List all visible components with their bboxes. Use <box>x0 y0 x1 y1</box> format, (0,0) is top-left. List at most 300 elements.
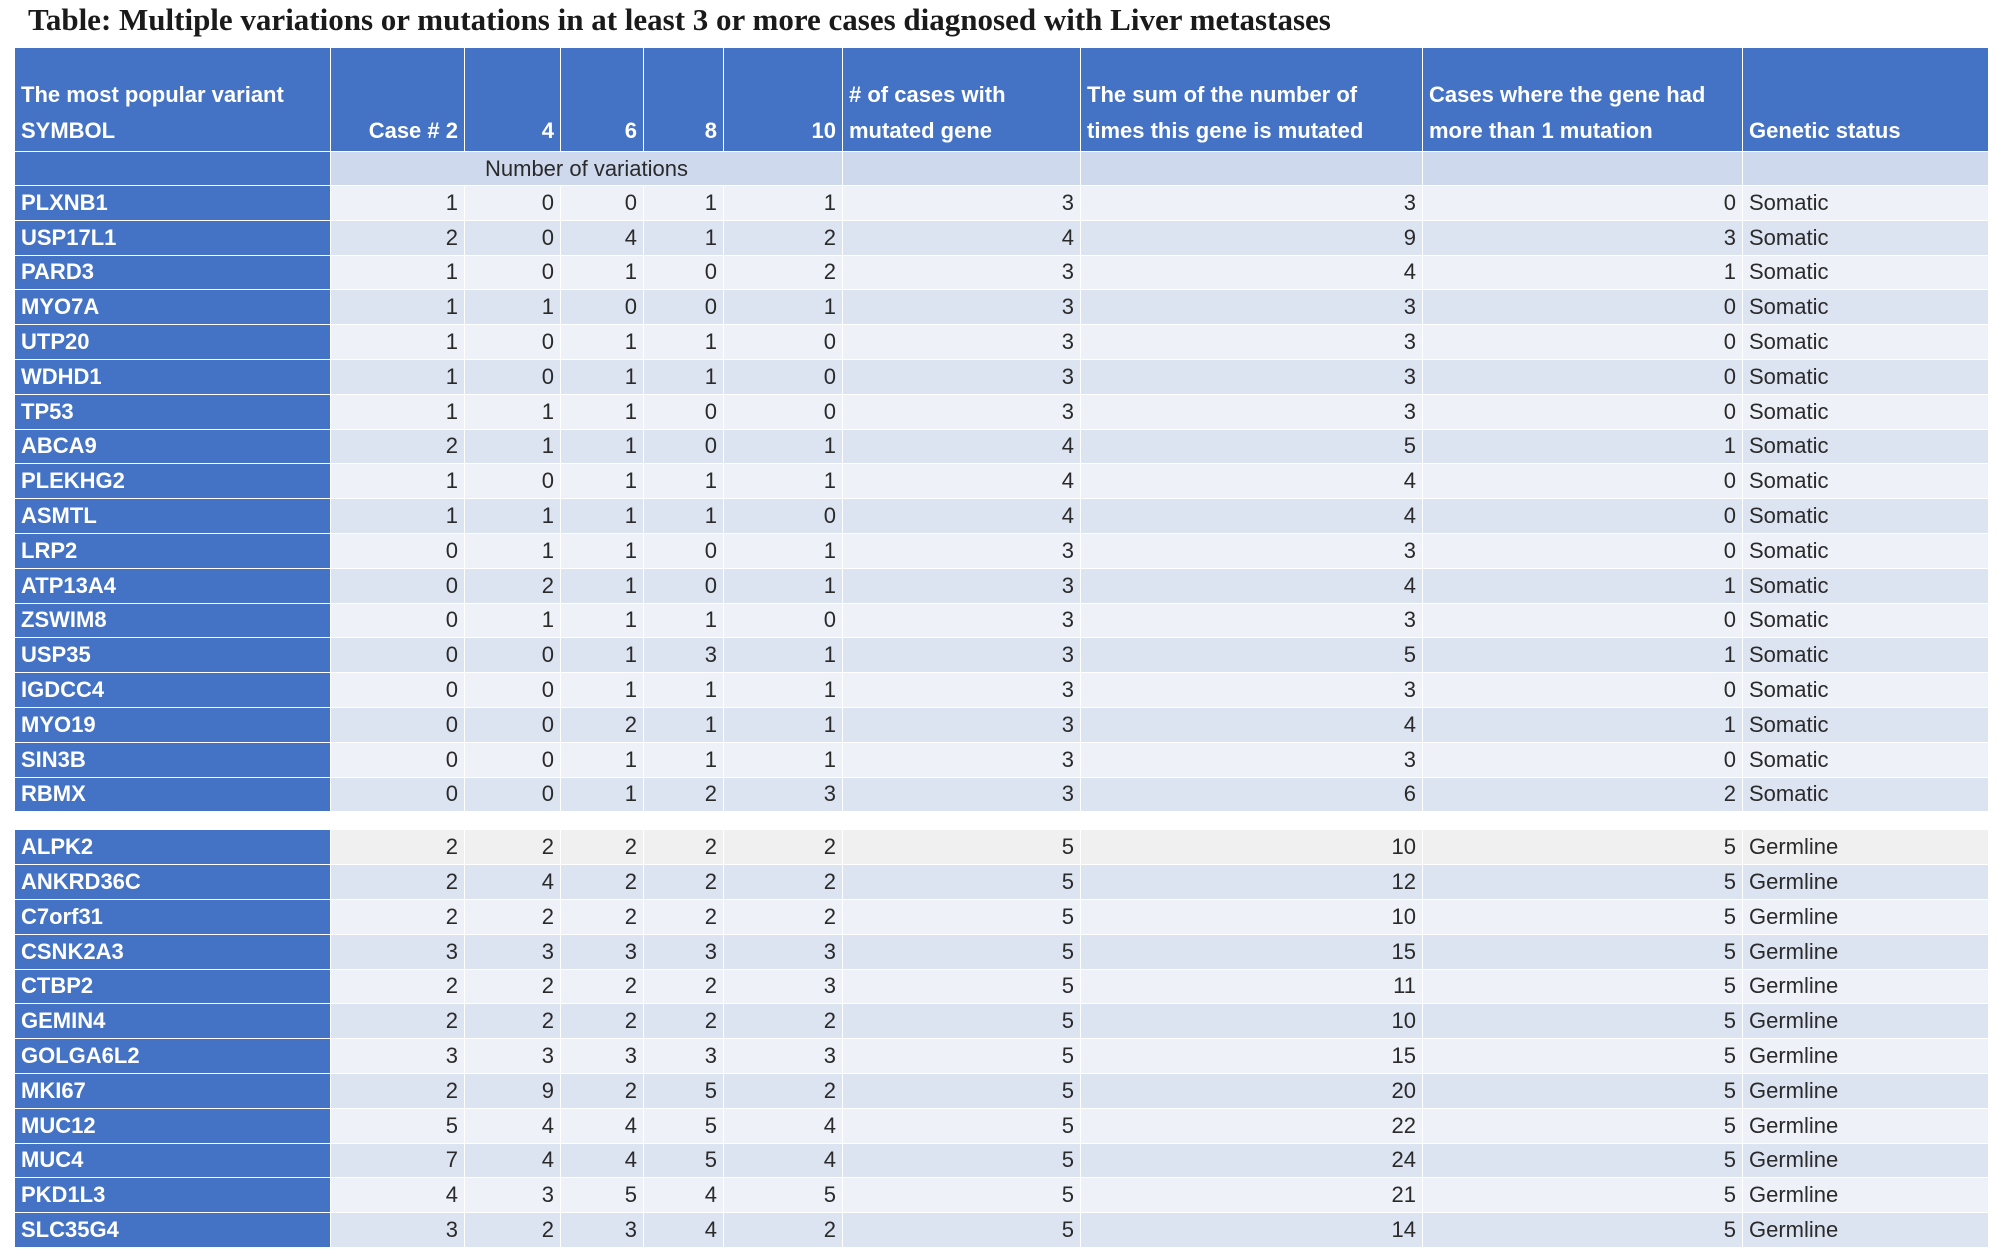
value-cell-c2: 7 <box>331 1143 465 1178</box>
table-row <box>15 934 1989 969</box>
value-cell-c8: 0 <box>644 394 724 429</box>
gene-symbol-cell: PARD3 <box>15 255 331 290</box>
value-cell-c10: 1 <box>724 429 843 464</box>
value-cell-c4: 2 <box>465 899 561 934</box>
value-cell-c6: 5 <box>561 1178 644 1213</box>
value-cell-c10: 0 <box>724 394 843 429</box>
value-cell-cases: 4 <box>843 499 1081 534</box>
gene-symbol-cell: SLC35G4 <box>15 1213 331 1248</box>
table-row <box>15 1213 1989 1248</box>
value-cell-c8: 1 <box>644 325 724 360</box>
value-cell-cases: 3 <box>843 777 1081 812</box>
table-row <box>15 464 1989 499</box>
header-more-than-one: Cases where the gene had more than 1 mutation <box>1423 48 1743 152</box>
value-cell-c8: 5 <box>644 1143 724 1178</box>
value-cell-cases: 5 <box>843 934 1081 969</box>
value-cell-more: 0 <box>1423 603 1743 638</box>
value-cell-cases: 5 <box>843 1073 1081 1108</box>
value-cell-c8: 1 <box>644 499 724 534</box>
value-cell-more: 0 <box>1423 290 1743 325</box>
table-row <box>15 325 1989 360</box>
value-cell-c10: 2 <box>724 865 843 900</box>
value-cell-c2: 1 <box>331 290 465 325</box>
gene-symbol-cell: SIN3B <box>15 742 331 777</box>
value-cell-c2: 0 <box>331 568 465 603</box>
value-cell-c6: 0 <box>561 290 644 325</box>
value-cell-cases: 3 <box>843 255 1081 290</box>
value-cell-c10: 3 <box>724 969 843 1004</box>
gene-symbol-cell: GOLGA6L2 <box>15 1039 331 1074</box>
table-row <box>15 673 1989 708</box>
value-cell-cases: 5 <box>843 1213 1081 1248</box>
genetic-status-cell: Somatic <box>1743 186 1989 221</box>
value-cell-cases: 3 <box>843 359 1081 394</box>
value-cell-c8: 3 <box>644 1039 724 1074</box>
value-cell-sum: 3 <box>1081 290 1423 325</box>
value-cell-c10: 1 <box>724 742 843 777</box>
genetic-status-cell: Somatic <box>1743 255 1989 290</box>
value-cell-sum: 3 <box>1081 603 1423 638</box>
value-cell-c4: 2 <box>465 969 561 1004</box>
gene-symbol-cell: ASMTL <box>15 499 331 534</box>
value-cell-sum: 4 <box>1081 568 1423 603</box>
table-title: Table: Multiple variations or mutations in at least 3 or more cases diagnosed with Liver metastases <box>28 2 1331 37</box>
genetic-status-cell: Germline <box>1743 1108 1989 1143</box>
value-cell-c6: 1 <box>561 638 644 673</box>
genetic-status-cell: Somatic <box>1743 290 1989 325</box>
gene-symbol-cell: MUC4 <box>15 1143 331 1178</box>
value-cell-sum: 5 <box>1081 429 1423 464</box>
value-cell-more: 3 <box>1423 220 1743 255</box>
value-cell-c4: 0 <box>465 742 561 777</box>
genetic-status-cell: Somatic <box>1743 533 1989 568</box>
value-cell-cases: 5 <box>843 1108 1081 1143</box>
value-cell-c6: 1 <box>561 325 644 360</box>
value-cell-more: 5 <box>1423 1004 1743 1039</box>
value-cell-c2: 1 <box>331 464 465 499</box>
value-cell-c2: 2 <box>331 220 465 255</box>
value-cell-more: 1 <box>1423 638 1743 673</box>
genetic-status-cell: Somatic <box>1743 742 1989 777</box>
gene-symbol-cell: RBMX <box>15 777 331 812</box>
value-cell-c10: 4 <box>724 1108 843 1143</box>
table-row <box>15 603 1989 638</box>
value-cell-c10: 2 <box>724 830 843 865</box>
value-cell-c2: 3 <box>331 1213 465 1248</box>
value-cell-c8: 1 <box>644 707 724 742</box>
genetic-status-cell: Somatic <box>1743 220 1989 255</box>
table-row <box>15 568 1989 603</box>
value-cell-c10: 2 <box>724 899 843 934</box>
value-cell-more: 1 <box>1423 255 1743 290</box>
value-cell-c10: 2 <box>724 1004 843 1039</box>
gene-symbol-cell: ALPK2 <box>15 830 331 865</box>
table-row <box>15 707 1989 742</box>
value-cell-c6: 0 <box>561 186 644 221</box>
value-cell-cases: 5 <box>843 865 1081 900</box>
value-cell-sum: 22 <box>1081 1108 1423 1143</box>
value-cell-c4: 0 <box>465 707 561 742</box>
gene-symbol-cell: ATP13A4 <box>15 568 331 603</box>
value-cell-c6: 1 <box>561 499 644 534</box>
gene-symbol-cell: UTP20 <box>15 325 331 360</box>
value-cell-c8: 3 <box>644 934 724 969</box>
table-row <box>15 742 1989 777</box>
table-row <box>15 865 1989 900</box>
value-cell-sum: 20 <box>1081 1073 1423 1108</box>
value-cell-c10: 1 <box>724 707 843 742</box>
value-cell-c6: 2 <box>561 707 644 742</box>
gene-symbol-cell: PLXNB1 <box>15 186 331 221</box>
value-cell-sum: 5 <box>1081 638 1423 673</box>
value-cell-cases: 3 <box>843 533 1081 568</box>
mutations-table <box>14 47 1989 1248</box>
table-row <box>15 1039 1989 1074</box>
value-cell-c2: 1 <box>331 186 465 221</box>
value-cell-c6: 1 <box>561 603 644 638</box>
value-cell-c2: 3 <box>331 1039 465 1074</box>
value-cell-cases: 3 <box>843 707 1081 742</box>
value-cell-more: 5 <box>1423 1143 1743 1178</box>
value-cell-more: 2 <box>1423 777 1743 812</box>
table-row <box>15 1178 1989 1213</box>
value-cell-c2: 2 <box>331 1073 465 1108</box>
value-cell-c10: 0 <box>724 325 843 360</box>
value-cell-c10: 2 <box>724 1073 843 1108</box>
value-cell-cases: 4 <box>843 429 1081 464</box>
gene-symbol-cell: USP35 <box>15 638 331 673</box>
value-cell-cases: 5 <box>843 969 1081 1004</box>
value-cell-sum: 4 <box>1081 464 1423 499</box>
genetic-status-cell: Germline <box>1743 1143 1989 1178</box>
value-cell-more: 0 <box>1423 673 1743 708</box>
value-cell-c6: 2 <box>561 899 644 934</box>
gene-symbol-cell: LRP2 <box>15 533 331 568</box>
value-cell-c4: 1 <box>465 290 561 325</box>
value-cell-sum: 9 <box>1081 220 1423 255</box>
genetic-status-cell: Germline <box>1743 934 1989 969</box>
value-cell-c4: 0 <box>465 186 561 221</box>
value-cell-cases: 5 <box>843 1143 1081 1178</box>
value-cell-sum: 3 <box>1081 673 1423 708</box>
value-cell-cases: 3 <box>843 290 1081 325</box>
header-sum-mutated: The sum of the number of times this gene is mutated <box>1081 48 1423 152</box>
value-cell-c6: 1 <box>561 742 644 777</box>
value-cell-c4: 3 <box>465 934 561 969</box>
gene-symbol-cell: ANKRD36C <box>15 865 331 900</box>
value-cell-c10: 4 <box>724 1143 843 1178</box>
value-cell-c10: 0 <box>724 499 843 534</box>
value-cell-c8: 2 <box>644 830 724 865</box>
value-cell-c2: 0 <box>331 777 465 812</box>
value-cell-more: 0 <box>1423 186 1743 221</box>
value-cell-more: 1 <box>1423 429 1743 464</box>
value-cell-c10: 2 <box>724 1213 843 1248</box>
value-cell-more: 5 <box>1423 969 1743 1004</box>
value-cell-c8: 1 <box>644 742 724 777</box>
value-cell-c8: 1 <box>644 603 724 638</box>
value-cell-c6: 2 <box>561 830 644 865</box>
table-row <box>15 290 1989 325</box>
number-of-variations-label: Number of variations <box>331 152 843 186</box>
value-cell-more: 5 <box>1423 1108 1743 1143</box>
value-cell-c8: 1 <box>644 359 724 394</box>
value-cell-sum: 10 <box>1081 1004 1423 1039</box>
value-cell-c10: 3 <box>724 777 843 812</box>
value-cell-more: 0 <box>1423 325 1743 360</box>
value-cell-c4: 2 <box>465 1213 561 1248</box>
value-cell-c8: 0 <box>644 533 724 568</box>
value-cell-more: 1 <box>1423 707 1743 742</box>
value-cell-c4: 0 <box>465 325 561 360</box>
value-cell-c4: 0 <box>465 255 561 290</box>
value-cell-c10: 0 <box>724 359 843 394</box>
value-cell-sum: 4 <box>1081 255 1423 290</box>
genetic-status-cell: Germline <box>1743 1004 1989 1039</box>
value-cell-more: 5 <box>1423 1178 1743 1213</box>
value-cell-cases: 3 <box>843 186 1081 221</box>
gene-symbol-cell: TP53 <box>15 394 331 429</box>
genetic-status-cell: Somatic <box>1743 429 1989 464</box>
value-cell-cases: 3 <box>843 638 1081 673</box>
header-row <box>15 48 1989 152</box>
value-cell-c6: 4 <box>561 1143 644 1178</box>
gene-symbol-cell: C7orf31 <box>15 899 331 934</box>
value-cell-cases: 3 <box>843 394 1081 429</box>
gene-symbol-cell: CTBP2 <box>15 969 331 1004</box>
value-cell-c8: 0 <box>644 255 724 290</box>
gene-symbol-cell: PKD1L3 <box>15 1178 331 1213</box>
value-cell-c2: 0 <box>331 742 465 777</box>
value-cell-cases: 3 <box>843 568 1081 603</box>
value-cell-cases: 5 <box>843 830 1081 865</box>
value-cell-c4: 3 <box>465 1039 561 1074</box>
table-row <box>15 969 1989 1004</box>
value-cell-c2: 0 <box>331 533 465 568</box>
value-cell-more: 5 <box>1423 865 1743 900</box>
value-cell-c6: 2 <box>561 1004 644 1039</box>
value-cell-more: 5 <box>1423 899 1743 934</box>
header-gene: The most popular variant SYMBOL <box>15 48 331 152</box>
gene-symbol-cell: CSNK2A3 <box>15 934 331 969</box>
value-cell-sum: 3 <box>1081 533 1423 568</box>
gene-symbol-cell: GEMIN4 <box>15 1004 331 1039</box>
value-cell-c2: 0 <box>331 603 465 638</box>
gene-symbol-cell: ZSWIM8 <box>15 603 331 638</box>
genetic-status-cell: Germline <box>1743 1039 1989 1074</box>
value-cell-c2: 0 <box>331 707 465 742</box>
value-cell-c8: 3 <box>644 638 724 673</box>
value-cell-sum: 10 <box>1081 899 1423 934</box>
value-cell-c4: 1 <box>465 394 561 429</box>
genetic-status-cell: Germline <box>1743 830 1989 865</box>
table-row <box>15 1004 1989 1039</box>
value-cell-c8: 2 <box>644 777 724 812</box>
table-row <box>15 1143 1989 1178</box>
value-cell-c6: 1 <box>561 777 644 812</box>
value-cell-c2: 5 <box>331 1108 465 1143</box>
value-cell-c4: 9 <box>465 1073 561 1108</box>
value-cell-c8: 5 <box>644 1073 724 1108</box>
value-cell-c8: 2 <box>644 1004 724 1039</box>
value-cell-more: 0 <box>1423 394 1743 429</box>
value-cell-more: 0 <box>1423 359 1743 394</box>
value-cell-sum: 15 <box>1081 934 1423 969</box>
value-cell-c2: 1 <box>331 394 465 429</box>
genetic-status-cell: Somatic <box>1743 394 1989 429</box>
value-cell-c10: 1 <box>724 638 843 673</box>
gene-symbol-cell: MYO7A <box>15 290 331 325</box>
value-cell-more: 5 <box>1423 830 1743 865</box>
value-cell-more: 5 <box>1423 1213 1743 1248</box>
value-cell-c6: 3 <box>561 934 644 969</box>
value-cell-c10: 1 <box>724 464 843 499</box>
value-cell-cases: 4 <box>843 464 1081 499</box>
value-cell-c10: 1 <box>724 186 843 221</box>
value-cell-sum: 14 <box>1081 1213 1423 1248</box>
value-cell-c4: 1 <box>465 533 561 568</box>
table-row <box>15 359 1989 394</box>
value-cell-sum: 3 <box>1081 325 1423 360</box>
value-cell-c2: 3 <box>331 934 465 969</box>
genetic-status-cell: Germline <box>1743 1073 1989 1108</box>
value-cell-c2: 4 <box>331 1178 465 1213</box>
genetic-status-cell: Somatic <box>1743 603 1989 638</box>
value-cell-cases: 4 <box>843 220 1081 255</box>
value-cell-c2: 1 <box>331 325 465 360</box>
value-cell-sum: 15 <box>1081 1039 1423 1074</box>
value-cell-c4: 3 <box>465 1178 561 1213</box>
value-cell-cases: 3 <box>843 673 1081 708</box>
header-genetic-status: Genetic status <box>1743 48 1989 152</box>
value-cell-c2: 1 <box>331 359 465 394</box>
value-cell-more: 5 <box>1423 934 1743 969</box>
value-cell-sum: 3 <box>1081 394 1423 429</box>
genetic-status-cell: Germline <box>1743 1213 1989 1248</box>
value-cell-c4: 4 <box>465 1143 561 1178</box>
value-cell-c8: 1 <box>644 220 724 255</box>
value-cell-c2: 2 <box>331 865 465 900</box>
value-cell-c10: 5 <box>724 1178 843 1213</box>
value-cell-c2: 1 <box>331 499 465 534</box>
value-cell-c6: 2 <box>561 1073 644 1108</box>
value-cell-c4: 0 <box>465 673 561 708</box>
gene-symbol-cell: USP17L1 <box>15 220 331 255</box>
value-cell-c10: 0 <box>724 603 843 638</box>
table-row <box>15 1108 1989 1143</box>
genetic-status-cell: Somatic <box>1743 673 1989 708</box>
genetic-status-cell: Germline <box>1743 899 1989 934</box>
value-cell-more: 0 <box>1423 533 1743 568</box>
value-cell-c6: 1 <box>561 464 644 499</box>
table-row <box>15 777 1989 812</box>
value-cell-sum: 4 <box>1081 707 1423 742</box>
genetic-status-cell: Somatic <box>1743 359 1989 394</box>
value-cell-cases: 5 <box>843 1039 1081 1074</box>
header-cases-mutated: # of cases with mutated gene <box>843 48 1081 152</box>
value-cell-c8: 1 <box>644 186 724 221</box>
value-cell-more: 0 <box>1423 499 1743 534</box>
table-row <box>15 1073 1989 1108</box>
value-cell-c6: 4 <box>561 220 644 255</box>
header-case-6: 6 <box>561 48 644 152</box>
gene-symbol-cell: MUC12 <box>15 1108 331 1143</box>
value-cell-c10: 2 <box>724 255 843 290</box>
value-cell-sum: 24 <box>1081 1143 1423 1178</box>
value-cell-c2: 2 <box>331 429 465 464</box>
value-cell-c8: 0 <box>644 568 724 603</box>
value-cell-c6: 1 <box>561 673 644 708</box>
value-cell-c4: 0 <box>465 638 561 673</box>
subheader-row <box>15 152 1989 186</box>
table-row <box>15 186 1989 221</box>
value-cell-c4: 2 <box>465 830 561 865</box>
table-row <box>15 899 1989 934</box>
table-row <box>15 638 1989 673</box>
value-cell-sum: 3 <box>1081 742 1423 777</box>
header-case-8: 8 <box>644 48 724 152</box>
value-cell-c10: 3 <box>724 934 843 969</box>
value-cell-c8: 4 <box>644 1213 724 1248</box>
genetic-status-cell: Somatic <box>1743 777 1989 812</box>
value-cell-sum: 10 <box>1081 830 1423 865</box>
genetic-status-cell: Somatic <box>1743 325 1989 360</box>
value-cell-sum: 6 <box>1081 777 1423 812</box>
value-cell-c10: 1 <box>724 533 843 568</box>
value-cell-c8: 0 <box>644 429 724 464</box>
header-case-2: Case # 2 <box>331 48 465 152</box>
value-cell-c4: 0 <box>465 359 561 394</box>
genetic-status-cell: Somatic <box>1743 707 1989 742</box>
gene-symbol-cell: MKI67 <box>15 1073 331 1108</box>
value-cell-c10: 3 <box>724 1039 843 1074</box>
value-cell-c4: 2 <box>465 1004 561 1039</box>
value-cell-cases: 5 <box>843 1004 1081 1039</box>
value-cell-sum: 4 <box>1081 499 1423 534</box>
value-cell-c4: 1 <box>465 603 561 638</box>
value-cell-more: 5 <box>1423 1073 1743 1108</box>
value-cell-c8: 2 <box>644 865 724 900</box>
value-cell-sum: 3 <box>1081 359 1423 394</box>
value-cell-c4: 4 <box>465 865 561 900</box>
table-row <box>15 499 1989 534</box>
value-cell-c10: 2 <box>724 220 843 255</box>
value-cell-more: 5 <box>1423 1039 1743 1074</box>
value-cell-c6: 1 <box>561 394 644 429</box>
value-cell-sum: 21 <box>1081 1178 1423 1213</box>
value-cell-c8: 4 <box>644 1178 724 1213</box>
value-cell-c8: 2 <box>644 899 724 934</box>
value-cell-c6: 1 <box>561 568 644 603</box>
value-cell-c4: 1 <box>465 499 561 534</box>
gene-symbol-cell: MYO19 <box>15 707 331 742</box>
header-case-4: 4 <box>465 48 561 152</box>
genetic-status-cell: Germline <box>1743 1178 1989 1213</box>
table-row <box>15 830 1989 865</box>
value-cell-c6: 3 <box>561 1213 644 1248</box>
value-cell-c2: 2 <box>331 899 465 934</box>
gene-symbol-cell: IGDCC4 <box>15 673 331 708</box>
table-row <box>15 394 1989 429</box>
value-cell-c6: 1 <box>561 359 644 394</box>
table-row <box>15 533 1989 568</box>
value-cell-c10: 1 <box>724 290 843 325</box>
value-cell-c4: 1 <box>465 429 561 464</box>
table-row <box>15 429 1989 464</box>
value-cell-sum: 11 <box>1081 969 1423 1004</box>
value-cell-c8: 0 <box>644 290 724 325</box>
value-cell-cases: 3 <box>843 325 1081 360</box>
